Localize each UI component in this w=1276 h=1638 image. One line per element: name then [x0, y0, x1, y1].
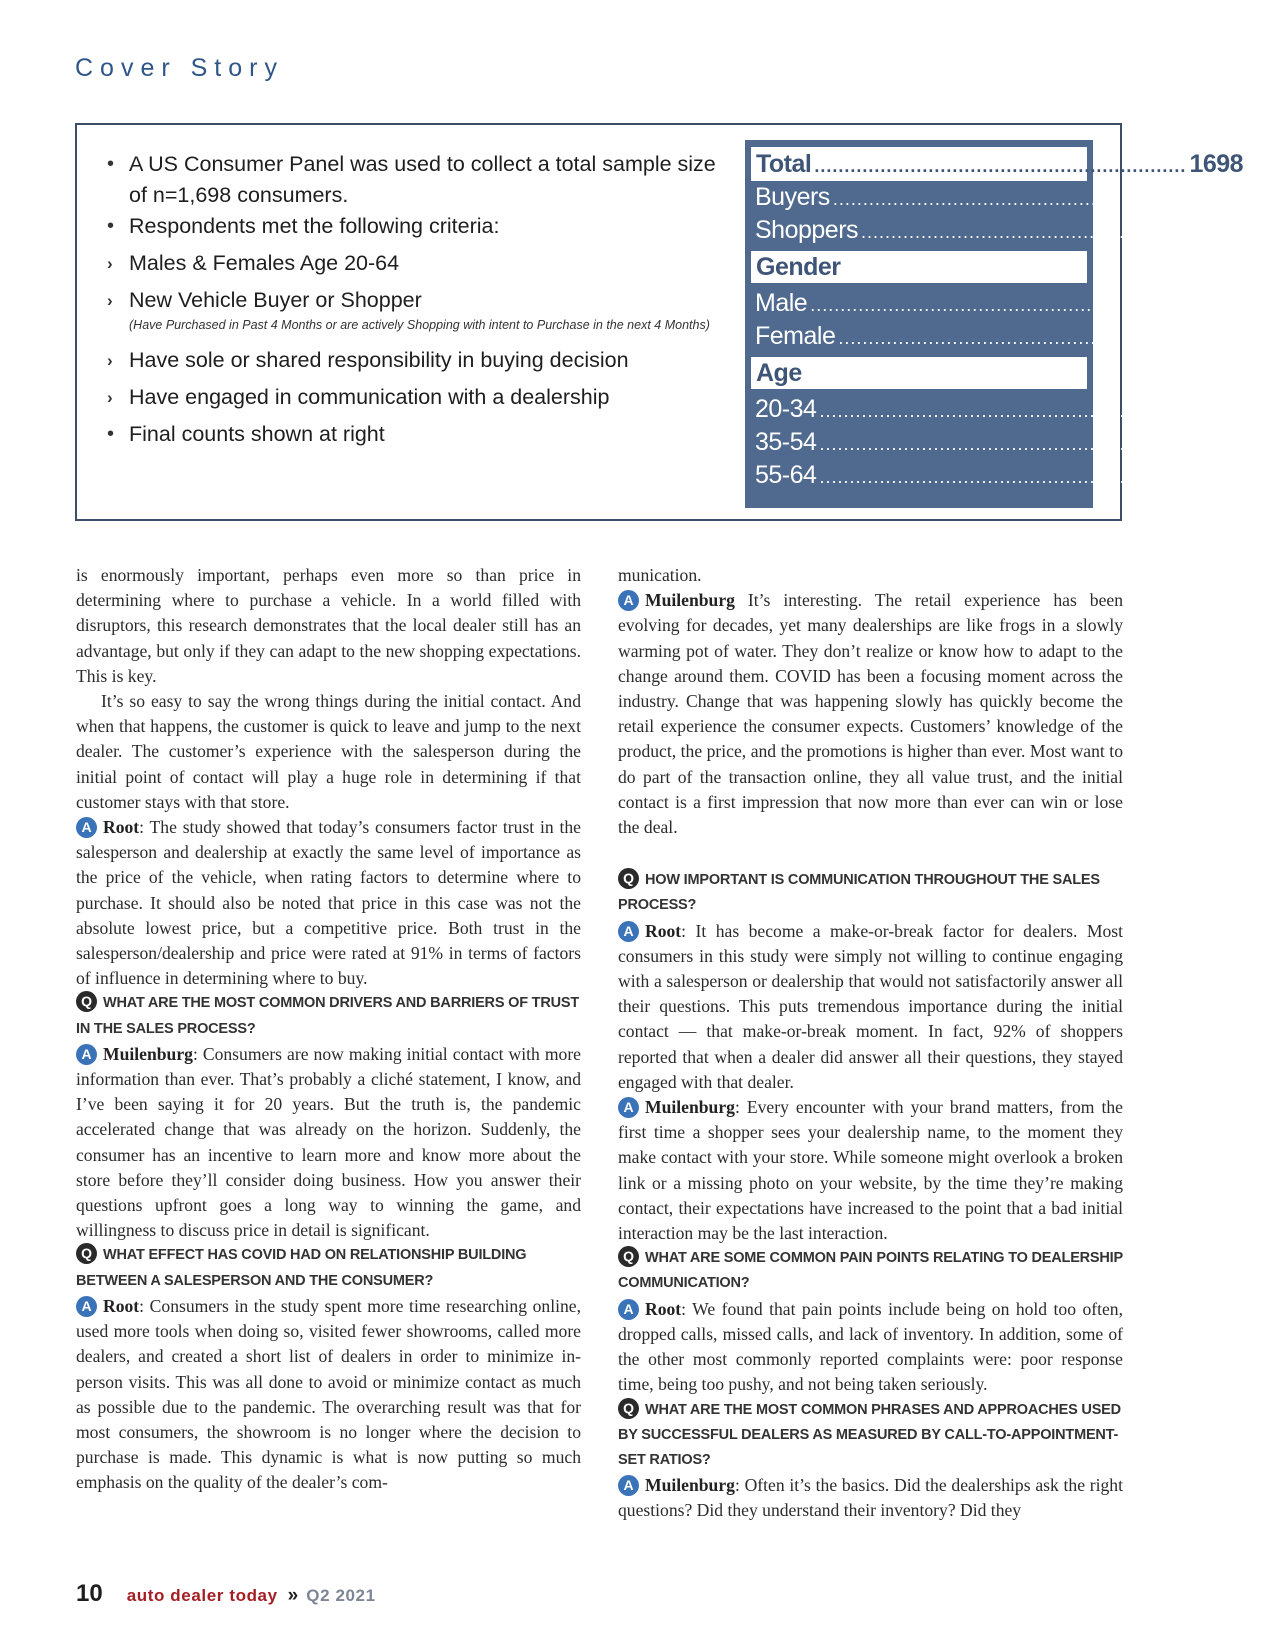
criteria-text: Respondents met the following criteria:	[129, 214, 500, 238]
answer-text: : Consumers in the study spent more time researching online, used more tools when doing so, visited fewer showrooms, called more dealers, and created a short list of dealers in order to minimize in-person visits. This was all done to avoid or minimize contact as much as possible due to the pandemic. The overarching result was that for most consumers, the showroom is no longer where the decision to purchase is made. This dynamic is what is now putting so much emphasis on the quality of the dealer’s com-	[76, 1295, 581, 1493]
question-heading	[618, 1398, 1123, 1474]
question-heading	[618, 868, 1123, 918]
bullet-icon: •	[107, 215, 115, 237]
stat-heading-age: Age	[751, 357, 1087, 389]
stat-row-age-55-64: 55-64 .............................................................. 292	[755, 461, 1235, 489]
chevron-right-icon: ›	[107, 291, 113, 310]
article-column-right	[618, 563, 1123, 1524]
stat-row-buyers: Buyers .............................................................. 772	[755, 183, 1249, 211]
chevron-right-icon: ›	[107, 351, 113, 370]
paragraph: munication.	[618, 565, 702, 585]
question-badge-icon: Q	[618, 1246, 639, 1267]
criteria-note: (Have Purchased in Past 4 Months or are actively Shopping with intent to Purchase in the next 4 Months)	[129, 318, 710, 332]
speaker-name: Muilenburg	[645, 1475, 735, 1496]
answer-badge-icon: A	[76, 817, 97, 838]
answer-text: : Consumers are now making initial contact with more information than ever. That’s probably a cliché statement, I know, and I’ve been saying it for 20 years. But the truth is, the pandemic accelerated change that was already on the horizon. Suddenly, the consumer has an incentive to learn more and know more about the store before they’ll consider doing business. How you answer their questions upfront goes a long way to winning the game, and willingness to discuss price in detail is significant.	[76, 1043, 581, 1241]
speaker-name: Muilenburg	[645, 590, 735, 611]
criteria-bullet	[107, 419, 727, 450]
answer-text: : We found that pain points include being on hold too often, dropped calls, missed calls, and lack of inventory. In addition, some of the other most commonly reported complaints were: poor response time, being too pushy, and not being taken seriously.	[618, 1298, 1123, 1395]
stat-row-age-35-54: 35-54 .............................................................. 773	[755, 428, 1235, 456]
answer-text: : Every encounter with your brand matters, from the first time a shopper sees your dealership name, to the moment they make contact with your store. While someone might overlook a broken link or a missing photo on your website, by the time they’re making contact, their expectations have increased to the point that a bad initial interaction may be the last interaction.	[618, 1097, 1123, 1244]
page-number: 10	[76, 1580, 103, 1607]
answer-badge-icon: A	[618, 921, 639, 942]
article-column-left	[76, 563, 581, 1496]
sample-counts-table	[745, 140, 1276, 508]
speaker-name: Root	[103, 1295, 140, 1316]
criteria-sub-item	[107, 345, 727, 376]
criteria-text: Males & Females Age 20-64	[129, 251, 400, 275]
paragraph: is enormously important, perhaps even more so than price in determining where to purchase a vehicle. In a world filled with disruptors, this research demonstrates that the local dealer still has an advantage, but only if they can adapt to the new shopping expectations. This is key.	[76, 565, 581, 686]
magazine-name: auto dealer today	[126, 1586, 278, 1605]
stat-row-female: Female .............................................................. 738	[755, 322, 1254, 350]
answer-badge-icon: A	[618, 1299, 639, 1320]
page-footer	[76, 1580, 376, 1608]
question-text: HOW IMPORTANT IS COMMUNICATION THROUGHOUT THE SALES PROCESS?	[618, 872, 1100, 914]
answer-paragraph	[76, 1294, 581, 1496]
criteria-sub-item	[107, 382, 727, 413]
speaker-name: Root	[645, 1298, 682, 1319]
criteria-text: Final counts shown at right	[129, 422, 385, 446]
criteria-bullet	[107, 149, 727, 211]
double-chevron-icon: »	[287, 1585, 299, 1606]
paragraph: It’s so easy to say the wrong things during the initial contact. And when that happens, the customer is quick to leave and jump to the next dealer. The customer’s experience with the salesperson during the initial point of contact will play a huge role in determining if that customer stays with that store.	[76, 691, 581, 812]
stat-row-male: Male .............................................................. 960	[755, 289, 1226, 317]
criteria-bullet	[107, 211, 727, 242]
question-badge-icon: Q	[76, 1243, 97, 1264]
answer-paragraph	[618, 588, 1123, 840]
answer-badge-icon: A	[618, 1475, 639, 1496]
chevron-right-icon: ›	[107, 388, 113, 407]
criteria-text: Have engaged in communication with a dealership	[129, 385, 610, 409]
bullet-icon: •	[107, 423, 115, 445]
answer-paragraph	[618, 1297, 1123, 1398]
question-heading	[76, 991, 581, 1041]
speaker-name: Root	[103, 817, 140, 838]
question-text: WHAT EFFECT HAS COVID HAD ON RELATIONSHIP BUILDING BETWEEN A SALESPERSON AND THE CONSUMER?	[76, 1247, 527, 1289]
question-text: WHAT ARE SOME COMMON PAIN POINTS RELATING TO DEALERSHIP COMMUNICATION?	[618, 1250, 1123, 1292]
answer-text: : The study showed that today’s consumers factor trust in the salesperson and dealership at exactly the same level of importance as the price of the vehicle, when rating factors to determine where to purchase. It should also be noted that price in this case was not the absolute lowest price, but a competitive price. Both trust in the salesperson/dealership and price were rated at 91% in terms of factors of influence in determining where to buy.	[76, 817, 581, 989]
answer-paragraph	[618, 919, 1123, 1095]
criteria-text: New Vehicle Buyer or Shopper	[129, 288, 422, 312]
answer-badge-icon: A	[76, 1296, 97, 1317]
answer-text: : Often it’s the basics. Did the dealerships ask the right questions? Did they understand their inventory? Did they	[618, 1475, 1123, 1521]
answer-badge-icon: A	[76, 1044, 97, 1065]
criteria-text: A US Consumer Panel was used to collect a total sample size of n=1,698 consumers.	[129, 152, 716, 207]
question-text: WHAT ARE THE MOST COMMON DRIVERS AND BARRIERS OF TRUST IN THE SALES PROCESS?	[76, 995, 580, 1037]
answer-badge-icon: A	[618, 590, 639, 611]
stat-heading-gender: Gender	[751, 251, 1087, 283]
criteria-sub-item	[107, 285, 727, 335]
chevron-right-icon: ›	[107, 254, 113, 273]
issue-label: Q2 2021	[306, 1586, 376, 1605]
speaker-name: Muilenburg	[103, 1043, 193, 1064]
speaker-name: Root	[645, 920, 682, 941]
question-badge-icon: Q	[76, 991, 97, 1012]
answer-text: It’s interesting. The retail experience has been evolving for decades, yet many dealerships are like frogs in a slowly warming pot of water. They don’t realize or know how to adapt to the change around them. COVID has been a focusing moment across the industry. Change that was happening slowly has quickly become the retail experience the consumer expects. Customers’ knowledge of the product, the price, and the promotions is higher than ever. Most want to do part of the transaction online, they all value trust, and the initial contact is a first impression that now more than ever can win or lose the deal.	[618, 590, 1123, 838]
criteria-sub-item	[107, 248, 727, 279]
criteria-text: Have sole or shared responsibility in buying decision	[129, 348, 629, 372]
bullet-icon: •	[107, 153, 115, 175]
answer-paragraph	[76, 1042, 581, 1244]
answer-paragraph	[76, 815, 581, 991]
stat-row-age-20-34: 20-34 .............................................................. 633	[755, 395, 1235, 423]
section-label: Cover Story	[75, 54, 284, 82]
criteria-list	[107, 149, 727, 450]
answer-badge-icon: A	[618, 1097, 639, 1118]
answer-text: : It has become a make-or-break factor for dealers. Most consumers in this study were simply not willing to continue engaging with a salesperson or dealership that would not satisfactorily answer all their questions. This puts tremendous importance during the initial contact — that make-or-break moment. In fact, 92% of shoppers reported that when a dealer did answer all their questions, they stayed engaged with that dealer.	[618, 920, 1123, 1092]
answer-paragraph	[618, 1473, 1123, 1523]
question-text: WHAT ARE THE MOST COMMON PHRASES AND APPROACHES USED BY SUCCESSFUL DEALERS AS MEASURED BY CALL-TO-APPOINTMENT-SET RATIOS?	[618, 1401, 1121, 1468]
stat-row-shoppers: Shoppers .............................................................. 926	[755, 216, 1276, 244]
question-heading	[76, 1243, 581, 1293]
answer-paragraph	[618, 1095, 1123, 1246]
survey-panel	[75, 123, 1276, 521]
question-badge-icon: Q	[618, 868, 639, 889]
question-badge-icon: Q	[618, 1398, 639, 1419]
stat-row-total: Total .............................................................. 1698	[751, 147, 1087, 181]
question-heading	[618, 1246, 1123, 1296]
speaker-name: Muilenburg	[645, 1097, 735, 1118]
